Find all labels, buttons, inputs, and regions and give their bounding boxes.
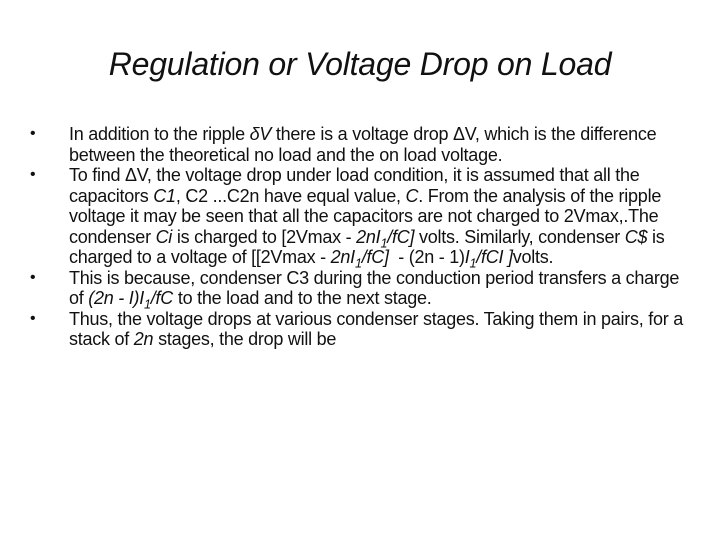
bullet-item (30, 267, 696, 312)
bullet-text: /fC (150, 288, 174, 308)
bullet-text: /fC] (361, 247, 389, 267)
bullet-text: /fCI ] (476, 247, 513, 267)
bullet-text: (2n - I)I (88, 288, 145, 308)
bullet-text: is charged to [2Vmax - (172, 226, 357, 247)
bullet-text: I (464, 247, 470, 267)
bullet-text: to the load and to the next stage. (173, 288, 432, 308)
bullet-text: /fC] (387, 226, 415, 247)
bullet-text: C$ (624, 226, 648, 247)
bullet-text: volts. (512, 247, 554, 267)
bullet-text: To find ΔV, the voltage drop under load condition, it is assumed that all the capacitors (69, 165, 645, 206)
slide-title: Regulation or Voltage Drop on Load (108, 46, 612, 82)
bullet-text: is charged to a voltage of [[2Vmax - (69, 226, 670, 267)
bullet-text: δV (249, 124, 272, 144)
bullet-item (30, 309, 696, 350)
bullet-text: C (405, 185, 419, 206)
subscript-text: 1 (380, 236, 388, 251)
bullet-text: there is a voltage drop ΔV, which is the difference between the theoretical no load and the on load voltage. (69, 124, 662, 165)
bullet-text: In addition to the ripple (69, 124, 250, 144)
bullet-text: stages, the drop will be (153, 329, 337, 349)
bullet-text: 2n (133, 329, 154, 349)
bullet-text: 2nI (330, 247, 355, 267)
bullet-list (30, 124, 696, 350)
bullet-marker: • (30, 309, 36, 327)
bullet-text: Ci (155, 226, 173, 247)
bullet-text: C1 (153, 185, 176, 206)
bullet-text: volts. Similarly, condenser (414, 226, 625, 247)
subscript-text: 1 (354, 256, 362, 271)
bullet-text: - (2n - 1) (388, 247, 465, 267)
bullet-marker: • (30, 125, 36, 142)
bullet-text: This is because, condenser C3 during the conduction period transfers a charge of (69, 267, 684, 308)
bullet-text: 2nI (356, 226, 381, 247)
bullet-text: . From the analysis of the ripple voltage it may be seen that all the capacitors are not charged to 2Vmax,.The condenser (69, 185, 666, 247)
bullet-item (30, 165, 696, 271)
bullet-text: Thus, the voltage drops at various condenser stages. Taking them in pairs, for a stack of (69, 308, 688, 349)
bullet-marker: • (30, 166, 36, 183)
subscript-text: 1 (469, 256, 477, 271)
bullet-item (30, 124, 696, 165)
bullet-text: , C2 ...C2n have equal value, (175, 185, 406, 206)
subscript-text: 1 (144, 297, 151, 312)
bullet-marker: • (30, 268, 36, 286)
